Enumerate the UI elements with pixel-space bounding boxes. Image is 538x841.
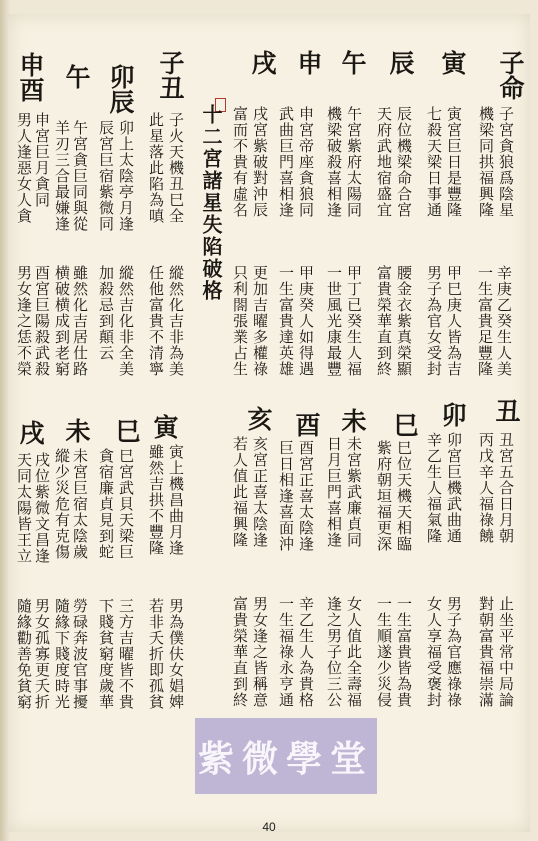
verse-shen-3: 甲庚癸人如得遇	[297, 265, 315, 377]
section-title: 十二宮諸星失陷破格	[199, 104, 223, 302]
verse-weifallen-4: 隨緣下賤度時光	[53, 598, 71, 710]
verse-yinfallen-4: 若非夭折即孤貧	[147, 598, 165, 710]
verse-zichou-4: 任他富貴不清寧	[147, 265, 165, 377]
verse-chou-2: 丙戊辛人福祿饒	[477, 432, 495, 544]
verse-mao-1: 卯宮巨機武曲通	[445, 432, 463, 544]
verse-hai-3: 男女逢之皆稱意	[251, 596, 269, 708]
heading-yin: 寅	[438, 50, 467, 75]
heading-wu: 午	[338, 50, 367, 75]
verse-si-3: 一生富貴皆為貴	[395, 596, 413, 708]
verse-xufallen-2: 天同太陽皆王立	[15, 452, 33, 564]
verse-shenyou-1: 申宮巨月貪同	[33, 112, 51, 208]
watermark-banner	[195, 718, 377, 794]
verse-hai-2: 若人值此福興隆	[231, 436, 249, 548]
heading-shen: 申	[294, 50, 323, 75]
verse-weifallen-2: 縱少災危有克傷	[53, 448, 71, 560]
heading-mao: 卯	[438, 402, 467, 427]
verse-chen-2: 天府武地宿盛宜	[375, 106, 393, 218]
verse-wei-2: 日月巨門喜相逢	[325, 436, 343, 548]
verse-xu-4: 只利閤張業占生	[231, 265, 249, 377]
verse-sifallen-1: 巳宮武貝天梁巨	[117, 448, 135, 560]
heading-zi-chou: 子丑	[156, 50, 185, 100]
verse-zi-4: 一生富貴足豐隆	[476, 265, 494, 377]
heading-wei: 未	[338, 408, 367, 433]
heading-zi: 子命	[496, 50, 525, 100]
verse-zi-1: 子宮貪狼爲陰星	[497, 106, 515, 218]
verse-xu-2: 富而不貴有虛名	[231, 106, 249, 218]
verse-mao-3: 男子為官應祿祿	[445, 596, 463, 708]
verse-mao-4: 女人享福受褒封	[425, 596, 443, 708]
verse-yinfallen-1: 寅上機昌曲月逢	[167, 444, 185, 556]
heading-shen-you: 申酉	[16, 52, 45, 102]
verse-chou-1: 丑宮五合日月朝	[497, 432, 515, 544]
verse-yinfallen-2: 雖然吉拱不豐隆	[147, 444, 165, 556]
verse-yinfallen-3: 男為僕伕女娼婢	[167, 598, 185, 710]
verse-xufallen-3: 男女孤寡更夭折	[33, 598, 51, 710]
verse-chen-3: 腰金衣紫真榮顯	[395, 265, 413, 377]
verse-zichou-3: 縱然化吉非為美	[167, 265, 185, 377]
verse-hai-4: 富貴榮華直到終	[231, 596, 249, 708]
verse-xufallen-1: 戌位紫微文昌逢	[33, 452, 51, 564]
verse-xu-1: 戌宮紫破對沖辰	[251, 106, 269, 218]
verse-wei-1: 未宮紫武廉貞同	[345, 436, 363, 548]
verse-wu-2: 機梁破殺喜相逢	[325, 106, 343, 218]
verse-wufallen-3: 雖然化吉居仕路	[71, 265, 89, 377]
verse-si-2: 紫府朝垣福更深	[375, 440, 393, 552]
verse-hai-1: 亥宮正喜太陰逢	[251, 436, 269, 548]
heading-you: 酉	[292, 412, 321, 437]
verse-chou-3: 止坐平常中局論	[497, 596, 515, 708]
verse-si-4: 一生順遂少災侵	[375, 596, 393, 708]
verse-wu-4: 一世風光康最豐	[325, 265, 343, 377]
verse-shenyou-2: 男人逢惡女人貪	[15, 112, 33, 224]
heading-chen: 辰	[386, 50, 415, 75]
verse-weifallen-1: 未宮巨宿太陰歲	[71, 448, 89, 560]
verse-wu-1: 午宮紫府太陽同	[345, 106, 363, 218]
verse-wufallen-1: 午宮貪巨同與從	[71, 120, 89, 232]
verse-yin-1: 寅宮巨日是豐隆	[445, 106, 463, 218]
verse-zichou-2: 此星落此陷為嗔	[147, 112, 165, 224]
verse-weifallen-3: 勞碌奔波官事擾	[71, 598, 89, 710]
verse-wu-3: 甲丁已癸生人福	[345, 265, 363, 377]
verse-shen-4: 一生富貴達英雄	[277, 265, 295, 377]
verse-zi-3: 辛庚乙癸生人美	[495, 265, 513, 377]
verse-wufallen-2: 羊刃三合最嫌逢	[53, 120, 71, 232]
heading-si: 巳	[390, 412, 419, 437]
verse-maochen-1: 卯上太陰亭月逢	[117, 120, 135, 232]
verse-zichou-1: 子火天機丑巳全	[167, 112, 185, 224]
verse-yin-4: 男子為官女受封	[425, 265, 443, 377]
verse-maochen-2: 辰宮巨宿紫微同	[97, 120, 115, 232]
verse-you-2: 巨日相逢喜面沖	[277, 440, 295, 552]
verse-you-1: 酉宮正喜太陰逢	[297, 440, 315, 552]
verse-maochen-3: 縱然吉化非全美	[117, 265, 135, 377]
heading-xu: 戌	[248, 50, 277, 75]
verse-wufallen-4: 横破横成到老窮	[53, 265, 71, 377]
heading-si-fallen: 巳	[112, 418, 141, 443]
verse-si-1: 巳位天機天相臨	[395, 440, 413, 552]
heading-wu-fallen: 午	[62, 64, 91, 89]
verse-sifallen-2: 貪宿廉貞見到蛇	[97, 448, 115, 560]
verse-chen-4: 富貴榮華直到終	[375, 265, 393, 377]
verse-sifallen-4: 下賤貧窮度歲華	[97, 598, 115, 710]
verse-mao-2: 辛乙生人福氣隆	[425, 432, 443, 544]
verse-zi-2: 機梁同拱福興隆	[477, 106, 495, 218]
verse-maochen-4: 加殺忌到顛云	[97, 265, 115, 361]
verse-yin-3: 甲巳庚人皆為吉	[445, 265, 463, 377]
verse-xu-3: 更加吉曜多權祿	[251, 265, 269, 377]
verse-chou-4: 對朝富貴福崇滿	[477, 596, 495, 708]
heading-xu-fallen: 戌	[16, 420, 45, 445]
heading-hai: 亥	[244, 406, 273, 431]
verse-chen-1: 辰位機梁命合宮	[395, 106, 413, 218]
verse-shenyou-3: 酉宮巨陽殺武殺	[33, 265, 51, 377]
heading-mao-chen: 卯辰	[106, 64, 135, 114]
verse-shen-2: 武曲巨門喜相逢	[277, 106, 295, 218]
heading-yin-fallen: 寅	[150, 414, 179, 439]
verse-wei-3: 女人值此全壽福	[345, 596, 363, 708]
verse-sifallen-3: 三方吉曜皆不貴	[117, 598, 135, 710]
watermark-text: 紫微學堂	[197, 737, 374, 780]
page-number: 40	[262, 820, 276, 834]
verse-yin-2: 七殺天梁日事通	[425, 106, 443, 218]
verse-you-3: 辛乙生人為貴格	[297, 596, 315, 708]
heading-chou: 丑	[492, 398, 521, 423]
verse-you-4: 一生福祿永亨通	[277, 596, 295, 708]
verse-shenyou-4: 男女逢之恁不榮	[15, 265, 33, 377]
verse-shen-1: 申宮帝座貪狼同	[297, 106, 315, 218]
verse-wei-4: 逢之男子位三公	[325, 596, 343, 708]
verse-xufallen-4: 隨緣勸善免貧窮	[15, 598, 33, 710]
heading-wei-fallen: 未	[62, 418, 91, 443]
